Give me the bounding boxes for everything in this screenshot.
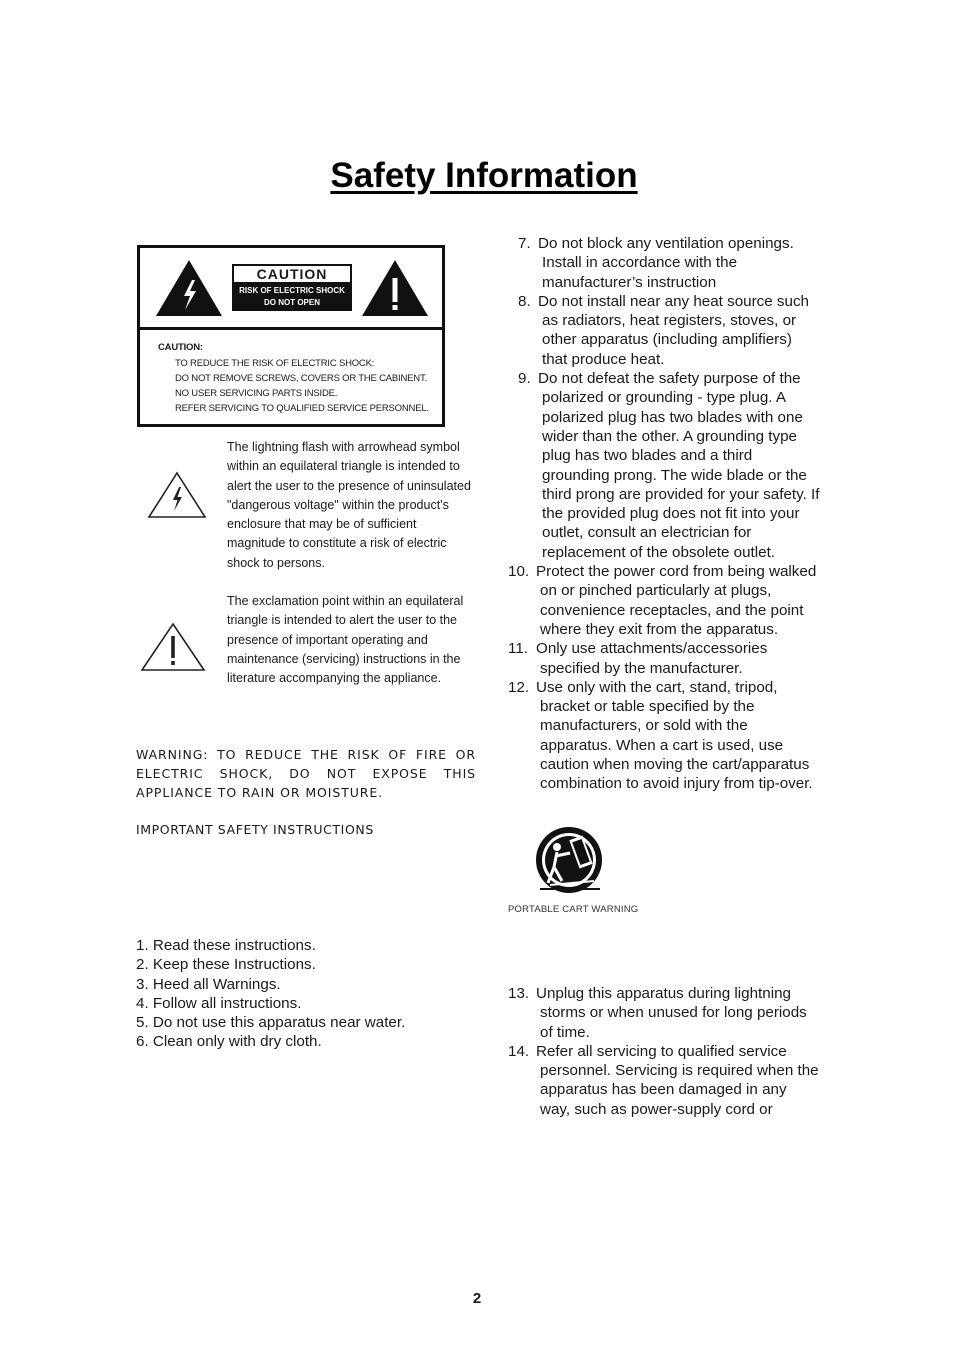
- exclamation-triangle-icon: [360, 258, 430, 318]
- caution-header: [140, 248, 442, 330]
- caution-line: REFER SERVICING TO QUALIFIED SERVICE PERSONNEL.: [175, 403, 429, 414]
- description-line: enclosure that may be of sufficient: [227, 517, 417, 532]
- lightning-triangle-icon: [154, 258, 224, 318]
- instruction-line: Install in accordance with the: [542, 254, 738, 272]
- instruction-line: Do not defeat the safety purpose of the: [538, 370, 801, 388]
- instruction-line: on or pinched particularly at plugs,: [540, 582, 772, 600]
- instruction-line: plug has two blades and a third: [542, 447, 753, 465]
- instruction-item: [508, 639, 838, 678]
- instruction-line: Unplug this apparatus during lightning: [536, 985, 791, 1002]
- caution-sub-label: [232, 284, 352, 311]
- caution-text: [158, 340, 429, 416]
- list-item: 4. Follow all instructions.: [136, 994, 302, 1012]
- page-number: 2: [472, 1290, 482, 1307]
- instruction-line: caution when moving the cart/apparatus: [540, 756, 810, 774]
- description-line: maintenance (servicing) instructions in the: [227, 651, 461, 666]
- list-item: 5. Do not use this apparatus near water.: [136, 1014, 406, 1032]
- instruction-line: outlet, consult an electrician for: [542, 524, 752, 542]
- important-heading: IMPORTANT SAFETY INSTRUCTIONS: [136, 822, 374, 837]
- lightning-triangle-outline-icon: [147, 471, 207, 519]
- caution-heading: CAUTION:: [158, 342, 203, 353]
- instruction-item: [508, 562, 838, 639]
- description-line: alert the user to the presence of uninsulated: [227, 478, 471, 493]
- instruction-line: where they exit from the apparatus.: [540, 620, 779, 638]
- description-line: The exclamation point within an equilateral: [227, 594, 464, 608]
- caution-sub-line: RISK OF ELECTRIC SHOCK: [239, 286, 345, 295]
- exclamation-triangle-outline-icon: [140, 622, 206, 672]
- instruction-line: Refer all servicing to qualified service: [536, 1042, 787, 1060]
- caution-label-box: [232, 264, 352, 310]
- instruction-number: 12.: [508, 678, 530, 696]
- instruction-line: Protect the power cord from being walked: [536, 563, 817, 581]
- caution-line: TO REDUCE THE RISK OF ELECTRIC SHOCK:: [175, 358, 375, 369]
- warning-line: WARNING: TO REDUCE THE RISK OF FIRE OR: [136, 747, 476, 762]
- description-line: triangle is intended to alert the user to the: [227, 613, 458, 628]
- warning-line: ELECTRIC SHOCK, DO NOT EXPOSE THIS: [136, 766, 476, 781]
- instruction-item: [508, 369, 838, 562]
- caution-sub-line: DO NOT OPEN: [263, 298, 320, 307]
- instruction-line: polarized plug has two blades with one: [542, 408, 803, 426]
- description-line: shock to persons.: [227, 555, 325, 570]
- caution-line: NO USER SERVICING PARTS INSIDE.: [175, 388, 338, 399]
- instruction-line: wider than the other. A grounding type: [542, 427, 797, 445]
- instruction-line: Only use attachments/accessories: [536, 640, 768, 658]
- instruction-line: other apparatus (including amplifiers): [542, 331, 792, 349]
- instruction-line: personnel. Servicing is required when the: [540, 1062, 819, 1080]
- instruction-line: the provided plug does not fit into your: [542, 505, 800, 523]
- instruction-line: convenience receptacles, and the point: [540, 601, 804, 619]
- instruction-number: 14.: [508, 1042, 530, 1060]
- description-line: "dangerous voltage" within the product's: [227, 497, 449, 512]
- instruction-line: apparatus. When a cart is used, use: [540, 736, 784, 754]
- right-instructions-list: [508, 234, 838, 794]
- instruction-number: 13.: [508, 985, 530, 1002]
- instruction-item: [508, 678, 838, 794]
- caution-line: DO NOT REMOVE SCREWS, COVERS OR THE CABINENT.: [175, 373, 427, 384]
- instruction-number: 10.: [508, 563, 530, 581]
- caution-box: [137, 245, 445, 427]
- page-title: Safety Information: [330, 156, 638, 195]
- list-item: 1. Read these instructions.: [136, 937, 316, 954]
- description-line: magnitude to constitute a risk of electric: [227, 536, 447, 551]
- instruction-line: Use only with the cart, stand, tripod,: [536, 678, 778, 696]
- instruction-line: storms or when unused for long periods: [540, 1004, 807, 1022]
- lightning-symbol-description: [227, 438, 479, 573]
- instruction-item: [508, 984, 838, 1042]
- list-item: 3. Heed all Warnings.: [136, 975, 281, 993]
- list-item: 2. Keep these Instructions.: [136, 956, 316, 974]
- instruction-line: apparatus has been damaged in any: [540, 1081, 787, 1099]
- instruction-number: 11.: [508, 640, 528, 658]
- instruction-line: replacement of the obsolete outlet.: [542, 543, 776, 561]
- instruction-line: manufacturer’s instruction: [542, 273, 717, 291]
- exclamation-symbol-description: [227, 592, 479, 688]
- instruction-line: as radiators, heat registers, stoves, or: [542, 312, 797, 330]
- instruction-line: Do not block any ventilation openings.: [538, 235, 794, 252]
- cart-warning-caption: PORTABLE CART WARNING: [508, 904, 639, 915]
- instruction-line: combination to avoid injury from tip-over.: [540, 775, 813, 793]
- instruction-item: [508, 234, 838, 292]
- instruction-line: grounding prong. The wide blade or the: [542, 466, 807, 484]
- description-line: within an equilateral triangle is intended to: [227, 459, 460, 474]
- instruction-line: way, such as power-supply cord or: [540, 1100, 773, 1118]
- instruction-number: 9.: [518, 370, 531, 388]
- instruction-line: specified by the manufacturer.: [540, 659, 743, 677]
- cart-warning-icon: [530, 825, 608, 895]
- instruction-number: 8.: [518, 292, 531, 310]
- list-item: 6. Clean only with dry cloth.: [136, 1033, 322, 1051]
- instruction-line: Do not install near any heat source such: [538, 292, 810, 310]
- instruction-line: of time.: [540, 1023, 590, 1041]
- warning-line: APPLIANCE TO RAIN OR MOISTURE.: [136, 785, 384, 800]
- description-line: presence of important operating and: [227, 632, 428, 647]
- short-instructions-list: [136, 936, 405, 1052]
- instruction-item: [508, 292, 838, 369]
- right-instructions-list-continued: [508, 984, 838, 1119]
- instruction-item: [508, 1042, 838, 1119]
- description-line: literature accompanying the appliance.: [227, 671, 442, 686]
- instruction-line: manufacturers, or sold with the: [540, 717, 748, 735]
- instruction-line: third prong are provided for your safety. If: [542, 485, 820, 503]
- description-line: The lightning flash with arrowhead symbol: [227, 440, 460, 454]
- instruction-number: 7.: [518, 235, 531, 252]
- instruction-line: polarized or grounding - type plug. A: [542, 389, 787, 407]
- instruction-line: that produce heat.: [542, 350, 665, 368]
- caution-label: CAUTION: [232, 264, 352, 284]
- instruction-line: bracket or table specified by the: [540, 698, 755, 716]
